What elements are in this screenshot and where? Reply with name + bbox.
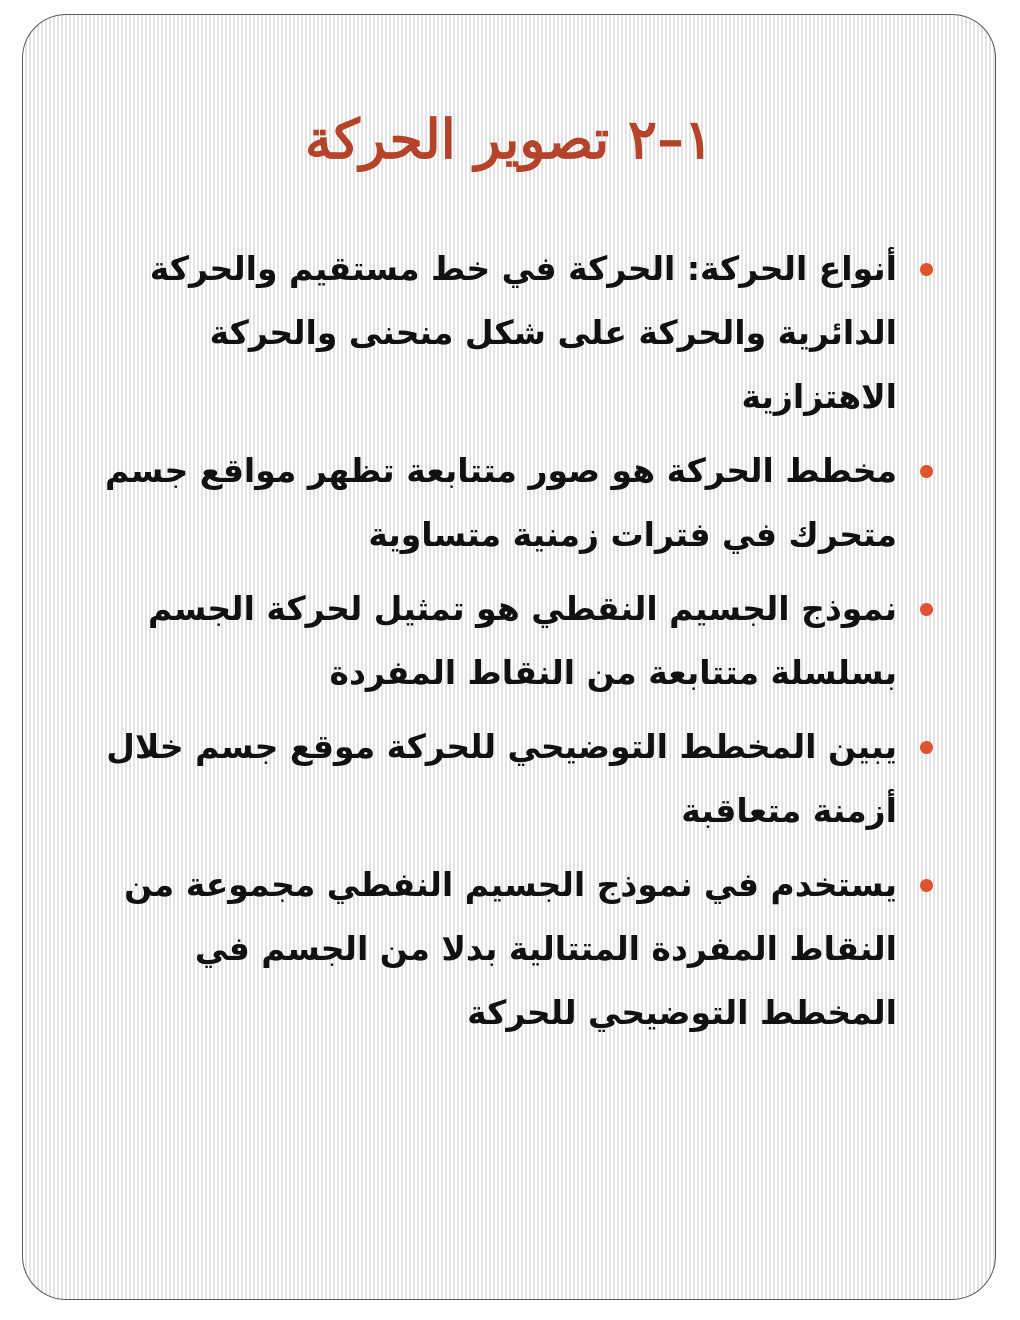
bullet-dot-icon xyxy=(920,879,933,892)
bullet-dot-icon xyxy=(920,263,933,276)
bullet-item xyxy=(93,853,935,1045)
bullet-dot-icon xyxy=(920,465,933,478)
slide-title: ١–٢ تصوير الحركة xyxy=(305,107,713,171)
slide xyxy=(22,14,996,1300)
bullet-item xyxy=(93,577,935,705)
bullet-dot-icon xyxy=(920,603,933,616)
bullet-item xyxy=(93,715,935,843)
bullet-text: مخطط الحركة هو صور متتابعة تظهر مواقع جسم متحرك في فترات زمنية متساوية xyxy=(105,451,897,554)
bullet-text: يبين المخطط التوضيحي للحركة موقع جسم خلال أزمنة متعاقبة xyxy=(106,727,897,830)
bullet-text: يستخدم في نموذج الجسيم النفطي مجموعة من النقاط المفردة المتتالية بدلا من الجسم في المخطط التوضيحي للحركة xyxy=(124,865,897,1032)
bullet-dot-icon xyxy=(920,741,933,754)
bullet-item xyxy=(93,237,935,429)
bullet-text: أنواع الحركة: الحركة في خط مستقيم والحركة الدائرية والحركة على شكل منحنى والحركة الاهتزازية xyxy=(149,249,897,416)
bullet-item xyxy=(93,439,935,567)
bullet-list xyxy=(93,237,935,1055)
bullet-text: نموذج الجسيم النقطي هو تمثيل لحركة الجسم بسلسلة متتابعة من النقاط المفردة xyxy=(147,589,897,692)
